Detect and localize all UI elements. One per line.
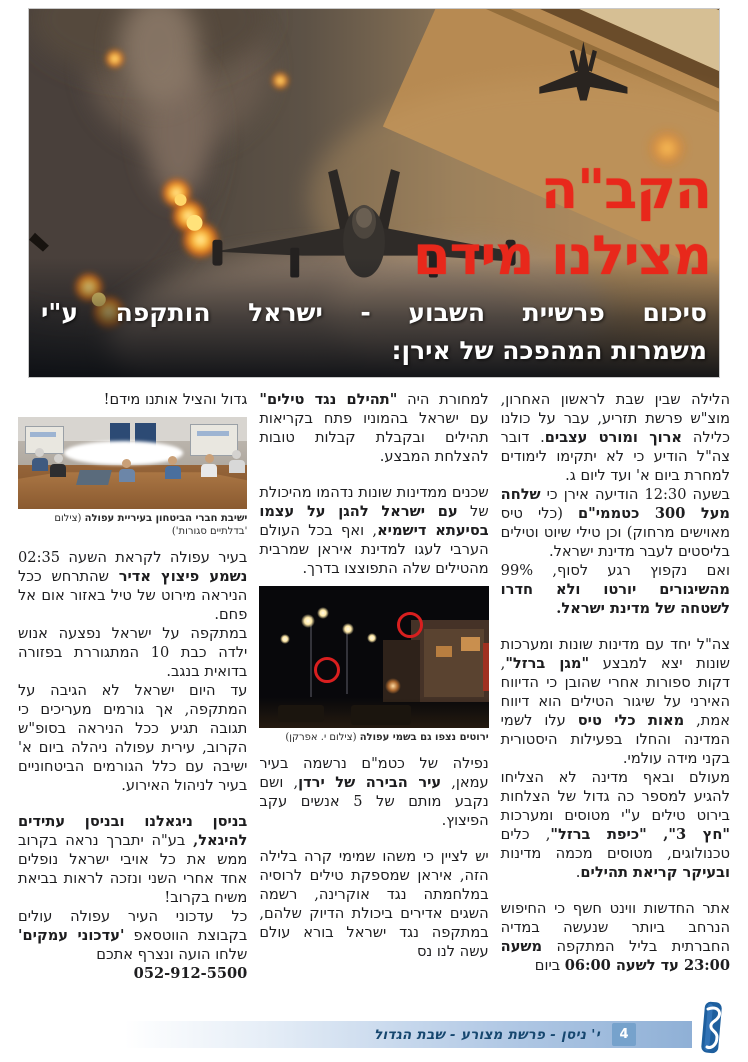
- paragraph: במתקפה על ישראל נפצעה אנוש ילדה כבת 10 המתגוררת בפזורה בדואית בנגב.: [18, 625, 248, 680]
- paragraph: יש לציין כי משהו שמימי קרה בלילה הזה, איראן שמספקת טילים לרוסיה במלחמתה נגד אוקרינה, רשמה השגים אדירים ביכולת הדיוק שלהם, במתקפה נגד ישראל בורא עולם עשה לנו נס: [259, 848, 489, 960]
- column-left: [18, 390, 247, 1018]
- article-body: [18, 390, 730, 1018]
- footer-date-line: י' ניסן - פרשת מצורע - שבת הגדול: [374, 1026, 600, 1043]
- paragraph: כל עדכוני העיר עפולה עולים בקבוצת הווטסאפ 'עדכוני עמקים' שלחו הועה ונצרף אתכם: [18, 908, 248, 963]
- subtitle-line-1: סיכום פרשיית השבוע - ישראל הותקפה ע"י: [41, 298, 707, 327]
- paragraph-group: [501, 390, 730, 975]
- page-number: 4: [612, 1023, 636, 1046]
- photo-caption: [259, 731, 488, 744]
- paragraph: גדול והציל אותנו מידם!: [103, 391, 248, 408]
- column-middle: [259, 390, 488, 1018]
- subtitle-line-2: משמרות המהפכה של אירן:: [391, 335, 707, 365]
- paragraph-group: [259, 390, 488, 578]
- interception-annotation-circle: [314, 657, 340, 683]
- column-right: [501, 390, 730, 1018]
- paragraph: למחורת היה "תהילם נגד טילים" עם ישראל בהמוניו פתח בקריאות תהילים ובקבלת קבלות טובות להצלחת המבצע.: [259, 391, 489, 465]
- paragraph: שכנים ממדינות שונות נדהמו מהיכולת של עם ישראל להגן על עצמו בסיעתא דישמיא, ואף בכל העולם הערבי לעגו למדינת איראן שמרבית מהטילים שלה התפוצצו בדרך.: [259, 484, 489, 577]
- paragraph: אתר החדשות ווינט חשף כי החיפוש הנרחב ביותר שנעשה במדיה החברתית בליל המתקפה משעה 23:00 עד לשעה 06:00 ביום: [500, 900, 730, 974]
- newsletter-logo: [694, 1000, 730, 1056]
- headline-line-1: הקב"ה: [540, 158, 711, 221]
- paragraph: ירוטים נצפו גם בשמי עפולה (צילום י. אפרקן): [285, 732, 489, 743]
- paragraph: עד היום ישראל לא הגיבה על המתקפה, אך גורמים מעריכים כי תגובה תגיע ככל הניראה בסופ"ש הקרוב, עירית עפולה ניהלה ביום א' ישיבה עם כלל הגורמים הביטחוניים בעיר לניהול האירוע.: [18, 682, 248, 794]
- interception-annotation-circle: [397, 612, 423, 638]
- paragraph: נפילה של כטמ"ם נרשמה בעיר עמאן, עיר הבירה של ירדן, ושם נקבע מותם של 5 אנשים עקב הפיצוץ.: [259, 755, 489, 829]
- page-headline: [37, 157, 711, 289]
- paragraph: מעולם ובאף מדינה לא הצליחו להגיע למספר כה גדול של הצלחות בירוט טילים ע"י מטוסים ומערכות "חץ 3", "כיפת ברזל", כלים טכנולוגים, מטוסים מכמה מדינות ובעיקר קריאת תהילים.: [500, 769, 730, 881]
- headline-line-2: מצילנו מידם: [412, 223, 711, 287]
- paragraph-group: [18, 548, 247, 983]
- paragraph: בשעה 12:30 הודיעה אירן כי שלחה מעל 300 כטממי"ם (כלי טיס מאוישים מרחוק) וכן טילי שיוט וטילים בליסטים לעבר מדינת ישראל.: [500, 486, 730, 560]
- paragraph-group: [18, 390, 247, 409]
- page-subtitle: [41, 294, 707, 369]
- paragraph: ישיבת חברי הביטחון בעיריית עפולה (צילום 'בדלתיים סגורות'): [54, 513, 248, 537]
- photo-caption: [18, 512, 247, 538]
- night-interceptions-photo: [259, 586, 488, 728]
- paragraph-group: [259, 754, 488, 961]
- paragraph: צה"ל יחד עם מדינות שונות ומערכות שונות יצא למבצע "מגן ברזל", דקות ספורות אחרי שהובן כי הדיווח האירני על שיגור הטילים הוא דיווח אמת, מאות כלי טיס עלו לשמי המדינה והחלו בפעילות היסטורית בקני מידה עולמי.: [500, 636, 730, 767]
- security-meeting-photo: [18, 417, 247, 509]
- hero-image: [28, 8, 720, 378]
- footer-bar: [0, 1021, 692, 1048]
- paragraph: בעיר עפולה לקראת השעה 02:35 נשמע פיצוץ אדיר שהתרחש ככל הניראה מירוט של טיל באזור אום אל פחם.: [18, 549, 248, 623]
- paragraph: ואם נקפוץ רגע לסוף, 99% מהשיגורים יורטו ולא חדרו לשטחה של מדינת ישראל.: [500, 562, 730, 617]
- paragraph: הלילה שבין שבת לראשון האחרון, מוצ"ש פרשת תזריע, עבר על כולנו כלילה ארוך ומורט עצבים. דובר צה"ל הודיע כי לא יתקימו לימודים למחרת ביום א' ועד ליום ג.: [500, 391, 730, 484]
- paragraph: בניסן ניגאלנו ובניסן עתידים להיגאל, בע"ה יתברך נראה בקרוב ממש את כל אויבי ישראל נופלים אחד אחרי השני ונזכה לראות בביאת משיח בקרוב!: [18, 813, 248, 906]
- paragraph: 052-912-5500: [133, 965, 248, 982]
